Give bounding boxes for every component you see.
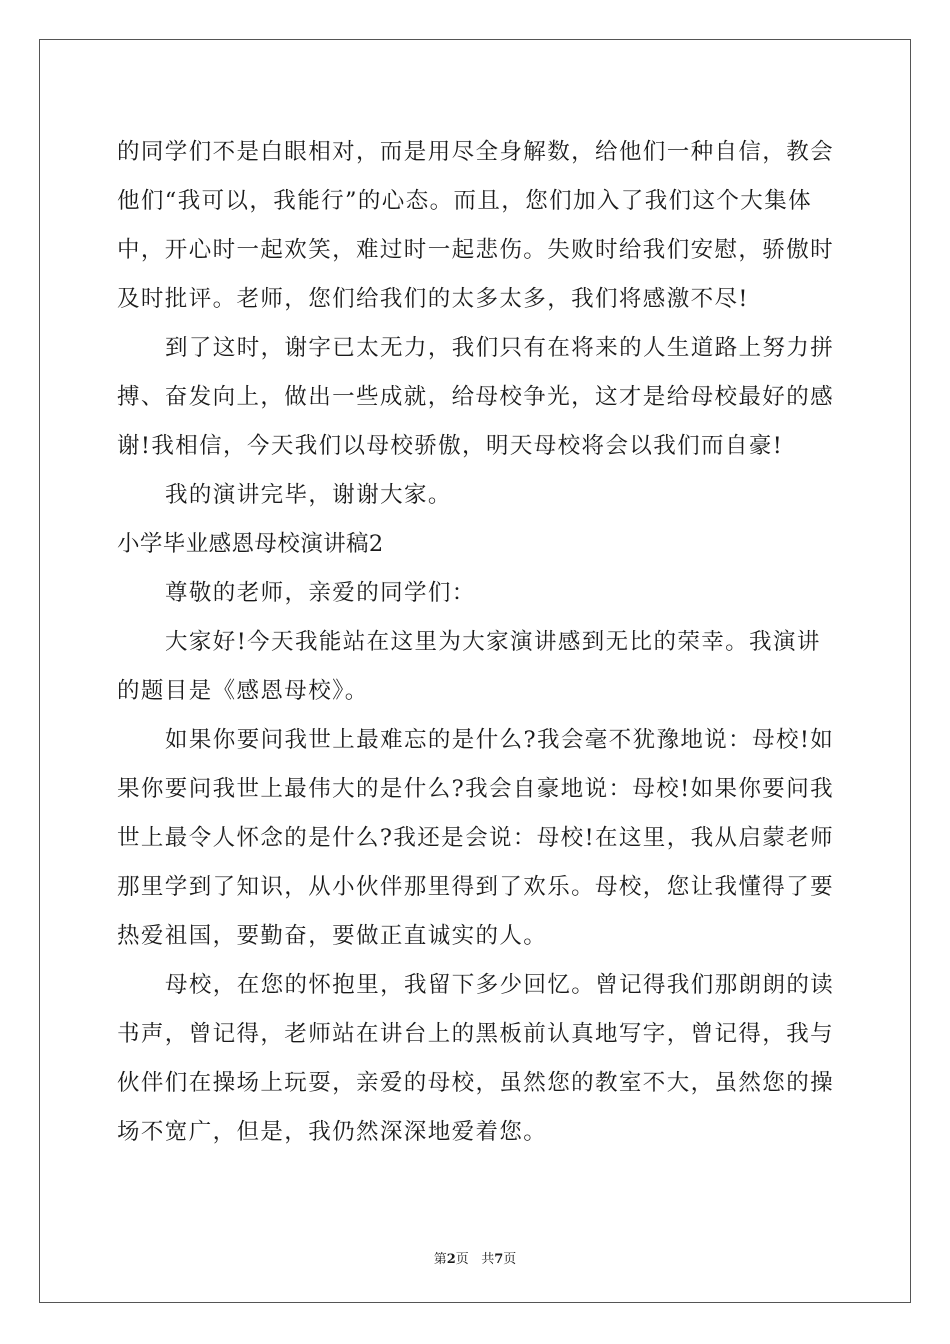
text-line: 伙伴们在操场上玩耍，亲爱的母校，虽然您的教室不大，虽然您的操 [117,1070,835,1096]
page-number: 2 [446,1252,456,1267]
text-line: 他们“我可以，我能行”的心态。而且，您们加入了我们这个大集体 [117,188,813,214]
text-line: 的同学们不是白眼相对，而是用尽全身解数，给他们一种自信，教会 [117,139,835,165]
text-line: 如果你要问我世上最难忘的是什么?我会毫不犹豫地说：母校!如 [165,727,835,753]
page-footer [0,1248,950,1267]
text-line: 及时批评。老师，您们给我们的太多太多，我们将感激不尽! [117,286,749,312]
text-line: 我的演讲完毕，谢谢大家。 [165,482,452,508]
total-suffix: 页 [503,1252,517,1267]
text-line: 尊敬的老师，亲爱的同学们： [165,580,476,606]
text-line: 谢!我相信，今天我们以母校骄傲，明天母校将会以我们而自豪! [117,433,784,459]
text-line: 果你要问我世上最伟大的是什么?我会自豪地说：母校!如果你要问我 [117,776,835,802]
total-prefix: 共 [481,1252,495,1267]
text-line: 中，开心时一起欢笑，难过时一起悲伤。失败时给我们安慰，骄傲时 [117,237,835,263]
total-pages: 7 [494,1252,504,1267]
text-line: 搏、奋发向上，做出一些成就，给母校争光，这才是给母校最好的感 [117,384,835,410]
text-line: 那里学到了知识，从小伙伴那里得到了欢乐。母校，您让我懂得了要 [117,874,835,900]
document-body [117,128,835,1157]
text-line: 母校，在您的怀抱里，我留下多少回忆。曾记得我们那朗朗的读 [165,972,835,998]
page-prefix: 第 [433,1252,447,1267]
text-line: 大家好!今天我能站在这里为大家演讲感到无比的荣幸。我演讲 [165,629,821,655]
text-line: 书声，曾记得，老师站在讲台上的黑板前认真地写字，曾记得，我与 [117,1021,835,1047]
text-line: 热爱祖国，要勤奋，要做正直诚实的人。 [117,923,548,949]
text-line: 世上最令人怀念的是什么?我还是会说：母校!在这里，我从启蒙老师 [117,825,835,851]
text-line: 的题目是《感恩母校》。 [117,678,369,704]
section-heading: 小学毕业感恩母校演讲稿2 [117,531,384,557]
text-line: 到了这时，谢字已太无力，我们只有在将来的人生道路上努力拼 [165,335,835,361]
text-line: 场不宽广，但是，我仍然深深地爱着您。 [117,1119,548,1145]
page-suffix: 页 [455,1252,469,1267]
